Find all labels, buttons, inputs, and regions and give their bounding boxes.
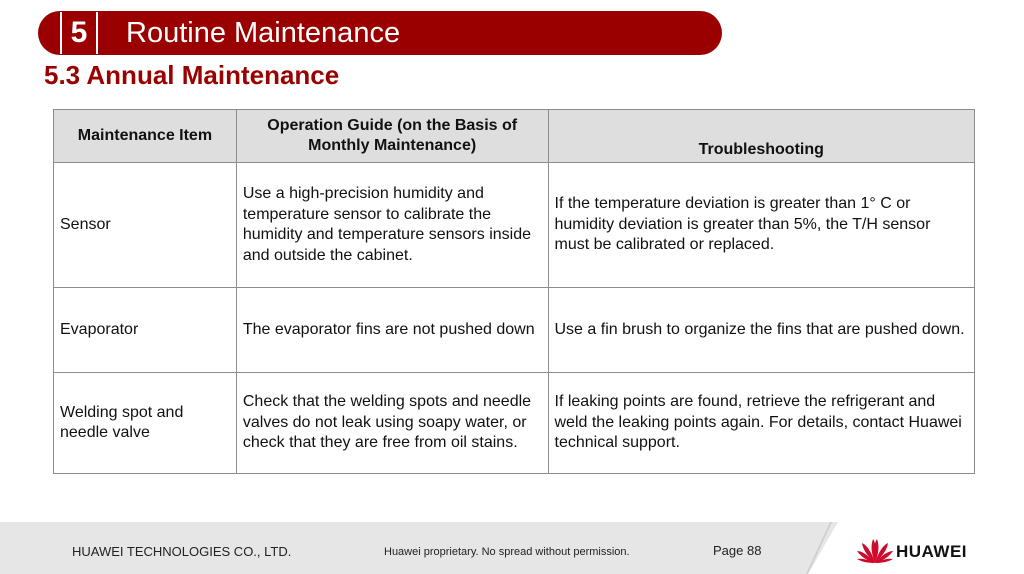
cell-item: Evaporator [54,288,237,373]
chapter-number: 5 [60,12,98,54]
maintenance-table [53,109,975,474]
column-header-guide: Operation Guide (on the Basis of Monthly Maintenance) [236,110,548,163]
table-header-row [54,110,975,163]
table-row [54,288,975,373]
cell-guide: The evaporator fins are not pushed down [236,288,548,373]
cell-troubleshooting: If leaking points are found, retrieve the refrigerant and weld the leaking points again. For details, contact Huawei technical support. [548,373,975,474]
cell-item: Sensor [54,163,237,288]
company-name: HUAWEI TECHNOLOGIES CO., LTD. [72,544,292,559]
cell-troubleshooting: If the temperature deviation is greater than 1° C or humidity deviation is greater than 5%, the T/H sensor must be calibrated or replaced. [548,163,975,288]
section-title: 5.3 Annual Maintenance [44,60,340,90]
cell-guide: Check that the welding spots and needle valves do not leak using soapy water, or check that they are free from oil stains. [236,373,548,474]
cell-guide: Use a high-precision humidity and temperature sensor to calibrate the humidity and temperature sensors inside and outside the cabinet. [236,163,548,288]
huawei-logo-text: HUAWEI [896,542,967,561]
column-header-item: Maintenance Item [54,110,237,163]
proprietary-notice: Huawei proprietary. No spread without permission. [384,546,630,558]
table-row [54,373,975,474]
cell-item: Welding spot and needle valve [54,373,237,474]
page-number: Page 88 [713,543,762,558]
chapter-title: Routine Maintenance [116,11,722,55]
column-header-troubleshooting: Troubleshooting [548,110,975,163]
table-row [54,163,975,288]
cell-troubleshooting: Use a fin brush to organize the fins that are pushed down. [548,288,975,373]
huawei-flower-logo-icon [855,535,895,565]
